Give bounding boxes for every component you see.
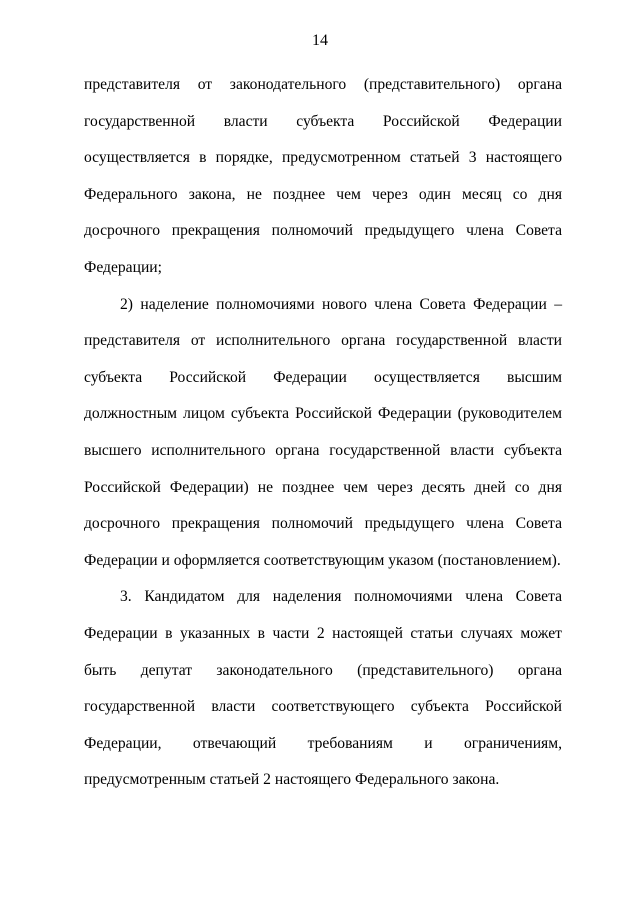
- paragraph-item-2: 2) наделение полномочиями нового члена Совета Федерации – представителя от исполнительного органа государственной власти субъекта Российской Федерации осуществляется высшим должностным лицом субъекта Российской Федерации (руководителем высшего исполнительного органа государственной власти субъекта Российской Федерации) не позднее чем через десять дней со дня досрочного прекращения полномочий предыдущего члена Совета Федерации и оформляется соответствующим указом (постановлением).: [84, 295, 562, 569]
- document-body: [84, 67, 562, 799]
- paragraph-part-3: 3. Кандидатом для наделения полномочиями члена Совета Федерации в указанных в части 2 настоящей статьи случаях может быть депутат законодательного (представительного) органа государственной власти соответствующего субъекта Российской Федерации, отвечающий требованиям и ограничениям, предусмотренным статьей 2 настоящего Федерального закона.: [84, 588, 562, 789]
- page-number: 14: [312, 32, 328, 49]
- paragraph-continuation: представителя от законодательного (представительного) органа государственной власти субъекта Российской Федерации осуществляется в порядке, предусмотренном статьей 3 настоящего Федерального закона, не позднее чем через один месяц со дня досрочного прекращения полномочий предыдущего члена Совета Федерации;: [84, 76, 562, 276]
